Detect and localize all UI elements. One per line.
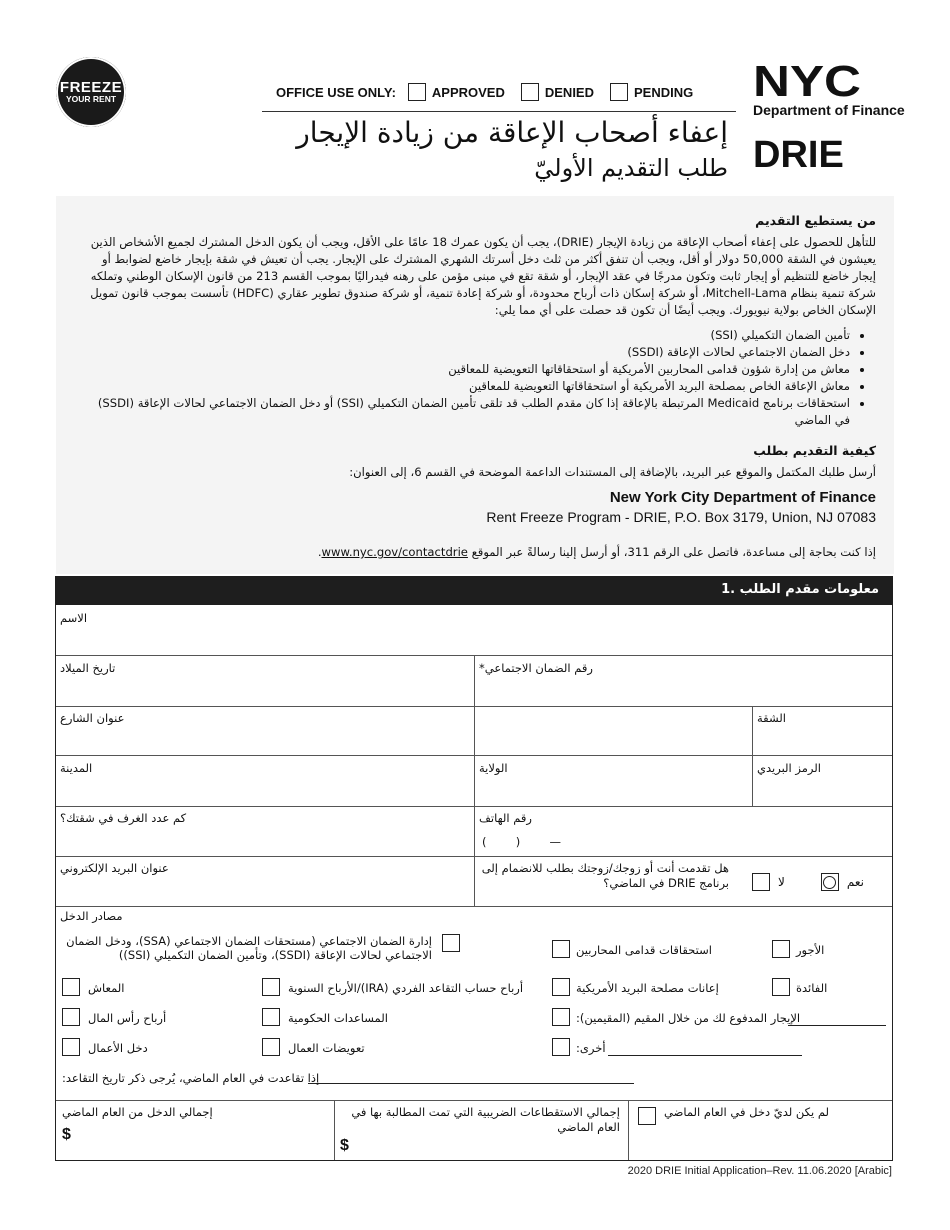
no-income-label: لم يكن لديّ دخل في العام الماضي: [664, 1105, 830, 1119]
list-item: • دخل الضمان الاجتماعي لحالات الإعاقة (SSDI): [82, 344, 850, 361]
apt-field[interactable]: [753, 707, 892, 755]
header-divider: [262, 111, 736, 112]
department-of-finance: Department of Finance: [753, 102, 905, 118]
state-label: الولاية: [479, 761, 508, 775]
info-panel: [56, 196, 894, 574]
benefits-list: [82, 327, 876, 429]
dob-field[interactable]: [56, 656, 474, 706]
name-label: الاسم: [60, 611, 88, 625]
nyc-logo: [753, 60, 865, 100]
help-text-body: إذا كنت بحاجة إلى مساعدة، فاتصل على الرقم 311، أو أرسل إلينا رسالةً عبر الموقع: [471, 545, 876, 559]
wages-label: الأجور: [796, 943, 825, 957]
street-field[interactable]: [56, 707, 752, 755]
usps-checkbox[interactable]: [552, 978, 570, 996]
income-ssa: [60, 934, 460, 962]
help-text: [82, 544, 876, 561]
contact-link[interactable]: www.nyc.gov/contactdrie: [321, 545, 468, 559]
public-assistance-checkbox[interactable]: [262, 1008, 280, 1026]
email-field[interactable]: [56, 857, 474, 906]
eligibility-text: للتأهل للحصول على إعفاء أصحاب الإعاقة من زيادة الإيجار (DRIE)، يجب أن يكون عمرك 18 عامًا على الأقل، ويجب أن يكون الدخل المشترك لجميع الأشخاص الذين يعيشون في الشقة 50,000 دولار أو أقل، ويجب أن تنفق أكثر من ثلث دخل أسرتك الشهري المشترك على الإيجار. يجب أن تعيش في شقة بإيجار خاضع لضوابط أو إيجار خاضع للتنظيم أو إيجار ثابت وتكون مدرجًا في عقد الإيجار، أو شقة تقع في مبنى مؤمن على رهنه فيدراليًا بموجب القسم 213 من قانون الإسكان الوطني وتملكه شركة تنمية بنظام Mitchell-Lama، أو شركة إسكان ذات أرباح محدودة، أو شركة إعادة تنمية، أو شركة صندوق تطوير عقاري (HDFC) تأسست بموجب قانون تمويل الإسكان الخاص بولاية نيويورك. ويجب أيضًا أن تكون قد حصلت على أي مما يلي:: [90, 235, 876, 317]
pending-checkbox[interactable]: [610, 83, 628, 101]
rent-from-occupants-blank[interactable]: [788, 1025, 886, 1026]
phone-label: رقم الهاتف: [479, 811, 532, 825]
interest-label: الفائدة: [796, 981, 828, 995]
workers-comp-label: تعويضات العمال: [288, 1041, 365, 1055]
how-to-apply-text: أرسل طلبك المكتمل والموقع عبر البريد، بالإضافة إلى المستندات الداعمة الموضحة في القسم 6، إلى العنوان:: [349, 465, 876, 479]
zip-label: الرمز البريدي: [757, 761, 821, 775]
section-1-title: 1. معلومات مقدم الطلب: [721, 582, 879, 597]
yes-checkbox[interactable]: [821, 873, 839, 891]
phone-mask: ( ) —: [482, 835, 561, 849]
total-income-label: إجمالي الدخل من العام الماضي: [62, 1105, 213, 1119]
usps-label: إعانات مصلحة البريد الأمريكية: [576, 981, 719, 995]
tax-deductions-field[interactable]: [335, 1101, 628, 1160]
workers-comp-checkbox[interactable]: [262, 1038, 280, 1056]
wages-checkbox[interactable]: [772, 940, 790, 958]
state-field[interactable]: [475, 756, 752, 806]
agency-name: New York City Department of Finance: [609, 489, 876, 506]
page-subtitle: طلب التقديم الأوليّ: [534, 154, 728, 182]
business-income-checkbox[interactable]: [62, 1038, 80, 1056]
retirement-label: إذا تقاعدت في العام الماضي، يُرجى ذكر تاريخ التقاعد:: [62, 1071, 320, 1085]
mailing-address: Rent Freeze Program - DRIE, P.O. Box 3179, Union, NJ 07083: [486, 509, 876, 525]
income-sources-heading: مصادر الدخل: [60, 909, 123, 923]
form-footer: 2020 DRIE Initial Application–Rev. 11.06.2020 [Arabic]: [627, 1165, 892, 1177]
ssn-field[interactable]: [475, 656, 892, 706]
total-income-field[interactable]: [56, 1101, 334, 1160]
ssn-label: رقم الضمان الاجتماعي*: [479, 661, 593, 675]
nyc-logo-text: NYC: [753, 60, 861, 100]
capital-gains-checkbox[interactable]: [62, 1008, 80, 1026]
email-label: عنوان البريد الإلكتروني: [60, 861, 169, 875]
total-income-dollar: $: [62, 1126, 71, 1143]
approved-label: APPROVED: [431, 84, 505, 100]
other-income-checkbox[interactable]: [552, 1038, 570, 1056]
rooms-field[interactable]: [56, 807, 474, 856]
pending-label: PENDING: [634, 84, 694, 100]
veterans-label: استحقاقات قدامى المحاربين: [576, 943, 712, 957]
applicant-info-form: [55, 605, 893, 1161]
office-use-only: [276, 83, 709, 101]
denied-checkbox[interactable]: [521, 83, 539, 101]
ira-label: أرباح حساب التقاعد الفردي (IRA)/الأرباح السنوية: [288, 981, 524, 995]
tax-deductions-label: إجمالي الاستقطاعات الضريبية التي تمت المطالبة بها في العام الماضي: [351, 1105, 620, 1134]
other-income-blank[interactable]: [608, 1055, 802, 1056]
ssa-checkbox[interactable]: [442, 934, 460, 952]
other-income-label: أخرى:: [576, 1041, 606, 1055]
program-code: DRIE: [753, 134, 844, 176]
section-1-header: [55, 576, 893, 605]
ssa-label: إدارة الضمان الاجتماعي (مستحقات الضمان الاجتماعي (SSA)، ودخل الضمان الاجتماعي لحالات الإعاقة (SSDI)، وتأمين الضمان التكميلي (SSI)): [66, 934, 432, 962]
rooms-label: كم عدد الغرف في شقتك؟: [60, 811, 187, 825]
rent-from-occupants-label: الإيجار المدفوع لك من خلال المقيم (المقيمين):: [576, 1011, 801, 1025]
tax-deductions-dollar: $: [340, 1137, 349, 1154]
how-to-apply-heading: كيفية التقديم بطلب: [753, 443, 876, 458]
business-income-label: دخل الأعمال: [88, 1041, 148, 1055]
veterans-checkbox[interactable]: [552, 940, 570, 958]
approved-checkbox[interactable]: [408, 83, 426, 101]
zip-field[interactable]: [753, 756, 892, 806]
city-label: المدينة: [60, 761, 93, 775]
apt-label: الشقة: [757, 711, 786, 725]
no-label: لا: [778, 875, 785, 889]
pension-checkbox[interactable]: [62, 978, 80, 996]
pension-label: المعاش: [88, 981, 125, 995]
help-text-end: .: [317, 545, 322, 559]
freeze-your-rent-logo: FREEZE YOUR RENT: [56, 57, 126, 127]
list-item: • معاش الإعاقة الخاص بمصلحة البريد الأمريكية أو استحقاقاتها التعويضية للمعاقين: [82, 378, 850, 395]
yes-label: نعم: [846, 875, 864, 889]
list-item: • معاش من إدارة شؤون قدامى المحاربين الأمريكية أو استحقاقاتها التعويضية للمعاقين: [82, 361, 850, 378]
who-can-apply-heading: من يستطيع التقديم: [755, 213, 876, 228]
list-item: • استحقاقات برنامج Medicaid المرتبطة بالإعاقة إذا كان مقدم الطلب قد تلقى تأمين الضمان التكميلي (SSI) أو دخل الضمان الاجتماعي لحالات الإعاقة (SSDI) في الماضي: [82, 395, 850, 429]
capital-gains-label: أرباح رأس المال: [88, 1011, 167, 1025]
office-use-label: OFFICE USE ONLY:: [276, 84, 396, 100]
interest-checkbox[interactable]: [772, 978, 790, 996]
prior-drie-question: هل تقدمت أنت أو زوجك/زوجتك بطلب للانضمام إلى برنامج DRIE في الماضي؟: [481, 861, 729, 890]
dob-label: تاريخ الميلاد: [60, 661, 116, 675]
name-field[interactable]: [56, 605, 892, 655]
phone-field[interactable]: [475, 807, 892, 856]
page-title: إعفاء أصحاب الإعاقة من زيادة الإيجار: [296, 116, 728, 149]
street-label: عنوان الشارع: [60, 711, 125, 725]
prior-drie-options: [752, 873, 864, 891]
public-assistance-label: المساعدات الحكومية: [288, 1011, 388, 1025]
no-checkbox[interactable]: [752, 873, 770, 891]
yes-radio-mark-icon: [823, 876, 836, 889]
no-income-checkbox[interactable]: [638, 1107, 656, 1125]
ira-checkbox[interactable]: [262, 978, 280, 996]
denied-label: DENIED: [544, 84, 594, 100]
retirement-date-blank[interactable]: [308, 1083, 634, 1084]
rent-from-occupants-checkbox[interactable]: [552, 1008, 570, 1026]
city-field[interactable]: [56, 756, 474, 806]
list-item: • تأمين الضمان التكميلي (SSI): [82, 327, 850, 344]
